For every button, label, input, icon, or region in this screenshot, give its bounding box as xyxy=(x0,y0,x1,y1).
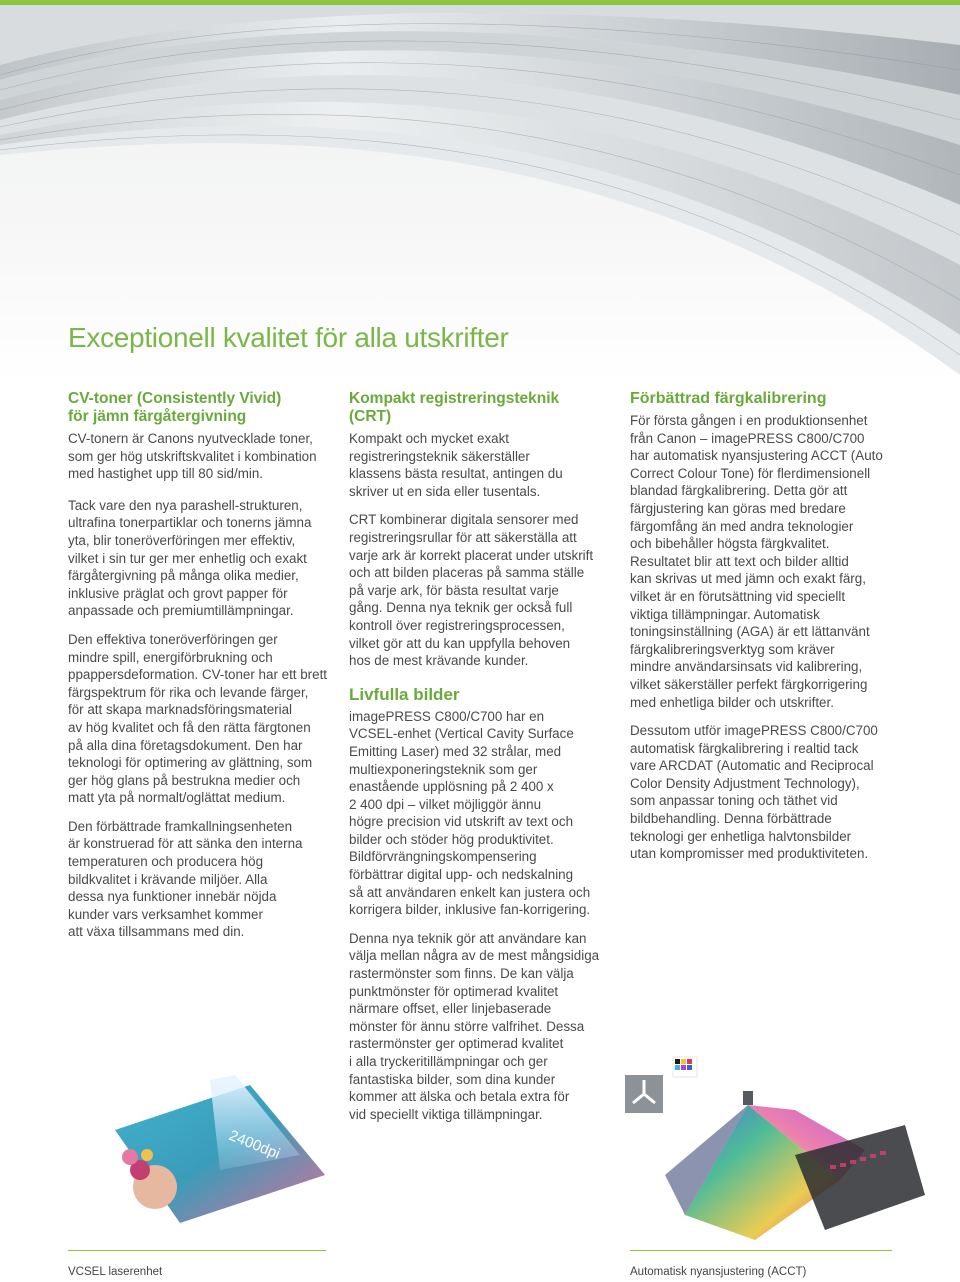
caption-acct: Automatisk nyansjustering (ACCT) xyxy=(630,1266,807,1278)
paragraph: Den effektiva toneröverföringen ger mindre spill, energiförbrukning och ppappersdeformation. CV-toner har ett brett färgspektrum för rika och levande färger, för att skapa marknadsföringsmaterial av hög kvalitet och få den rätta färgtonen på alla dina företagsdokument. Den har teknologi för optimering av glättning, som ger hög glans på bestrukna medier och matt yta på normalt/oglättat medium. xyxy=(68,631,328,806)
heading-livfulla-bilder: Livfulla bilder xyxy=(349,684,460,704)
vcsel-laser-illustration xyxy=(100,1075,330,1225)
column-cv-toner xyxy=(68,390,328,952)
caption-rule-right xyxy=(630,1250,892,1251)
page-title: Exceptionell kvalitet för alla utskrifter xyxy=(68,322,509,353)
heading-cv-toner: CV-toner (Consistently Vivid) för jämn färgåtergivning xyxy=(68,390,282,425)
sensor-head xyxy=(743,1091,753,1105)
paragraph: Den förbättrade framkallningsenheten är konstruerad för att sänka den interna temperaturen och producera hög bildkvalitet i krävande miljöer. Alla dessa nya funktioner innebär nöjda kunder vars verksamhet kommer att växa tillsammans med din. xyxy=(68,818,303,940)
paragraph: CRT kombinerar digitala sensorer med registreringsrullar för att säkerställa att varje ark är korrekt placerat under utskrift och att bilden placeras på samma ställe på varje ark, för bästa resultat varje gång. Denna nya teknik ger också full kontroll över registreringsprocessen, vilket gör att du kan uppfylla behoven hos de mest krävande kunder. xyxy=(349,512,594,669)
acct-illustration xyxy=(625,1055,925,1245)
paragraph: CV-tonern är Canons nyutvecklade toner, som ger hög utskriftskvalitet i kombination med hastighet upp till 80 sid/min. xyxy=(68,431,317,482)
caption-rule-left xyxy=(68,1250,326,1251)
heading-color-calibration: Förbättrad färgkalibrering xyxy=(630,390,827,407)
heading-crt: Kompakt registreringsteknik (CRT) xyxy=(349,390,560,425)
paragraph: Denna nya teknik gör att användare kan välja mellan några av de mest mångsidiga rastermönster som finns. De kan välja punktmönster för optimerad kvalitet närmare offset, eller linjebaserade mönster för ännu större valfrihet. Dessa rastermönster ger optimerad kvalitet i alla tryckeritillämpningar och ger fantastiska bilder, som dina kunder kommer att älska och betala extra för vid speciellt viktiga tillämpningar. xyxy=(349,930,600,1122)
paragraph: För första gången i en produktionsenhet från Canon – imagePRESS C800/C700 har automatisk nyansjustering ACCT (Auto Correct Colour Tone) för flerdimensionell blandad färgkalibrering. Detta gör att färgjustering kan göras med bredare färgomfång än med andra teknologier och bibehåller högsta färgkvalitet. Resultatet blir att text och bilder alltid kan skrivas ut med jämn och exakt färg, vilket är en förutsättning vid speciellt viktiga tillämpningar. Automatisk toningsinställning (AGA) är ett lättanvänt färgkalibreringsverktyg som kräver mindre användarsinsats vid kalibrering, vilket säkerställer perfekt färgkorrigering med enhetliga bilder och utskrifter. xyxy=(630,413,883,710)
paragraph: Tack vare den nya parashell-strukturen, ultrafina tonerpartiklar och tonerns jämna yta, blir toneröverföringen mer effektiv, vilket i sin tur ger mer enhetlig och exakt färgåtergivning på många olika medier, inklusive präglat och grovt papper för anpassade och premiumtillämpningar. xyxy=(68,497,312,619)
caption-vcsel: VCSEL laserenhet xyxy=(68,1266,163,1278)
resolution-label: 2400dpi xyxy=(226,1126,283,1163)
column-color-calibration xyxy=(630,390,892,874)
paragraph: Dessutom utför imagePRESS C800/C700 automatisk färgkalibrering i realtid tack vare ARCDAT (Automatic and Reciprocal Color Density Adjustment Technology), som anpassar toning och täthet vid bildbehandling. Denna förbättrade teknologi ger enhetliga halvtonsbilder utan kompromisser med produktiviteten. xyxy=(630,723,878,862)
paragraph: Kompakt och mycket exakt registreringsteknik säkerställer klassens bästa resultat, antingen du skriver ut en sida eller tusentals. xyxy=(349,431,563,499)
column-crt xyxy=(349,390,604,1134)
paragraph: imagePRESS C800/C700 har en VCSEL-enhet (Vertical Cavity Surface Emitting Laser) med 32 strålar, med multiexponeringsteknik som ger enastående upplösning på 2 400 x 2 400 dpi – vilket möjliggör ännu högre precision vid utskrift av text och bilder och stöder hög produktivitet. Bildförvrängningskompensering förbättrar digital upp- och nedskalning så att användaren enkelt kan justera och korrigera bilder, inklusive fan-korrigering. xyxy=(349,708,591,918)
color-patch-chart xyxy=(673,1057,697,1077)
